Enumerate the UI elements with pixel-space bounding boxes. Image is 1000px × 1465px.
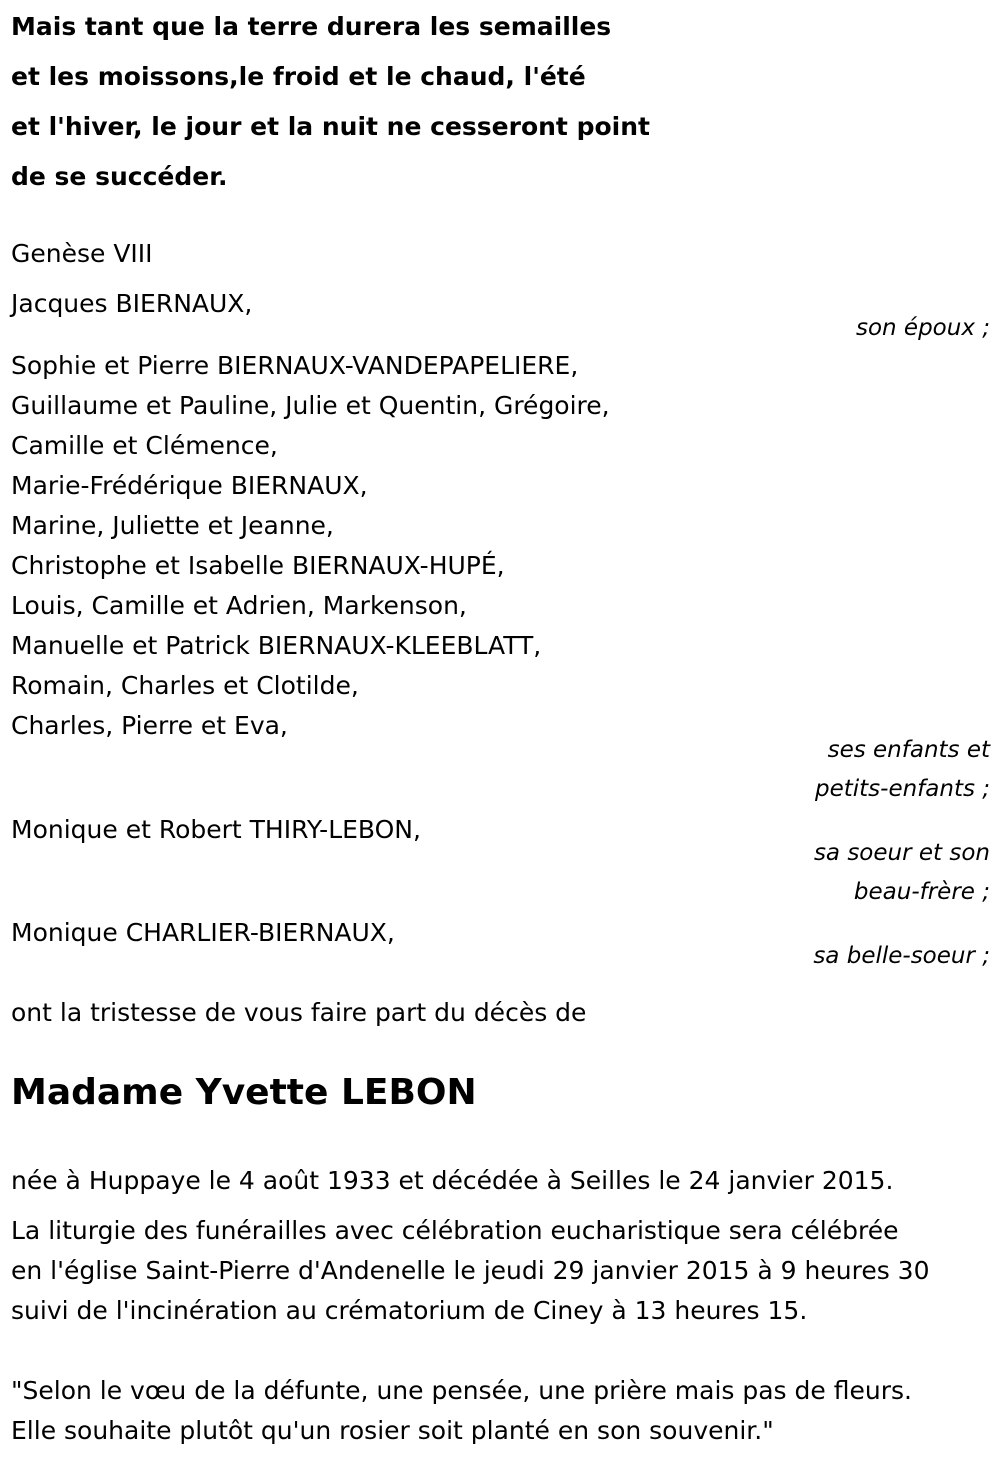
verse-reference: Genèse VIII xyxy=(11,239,153,268)
relation-line: beau-frère ; xyxy=(853,879,990,905)
ceremony-info xyxy=(11,1211,930,1331)
announcement: ont la tristesse de vous faire part du décès de xyxy=(11,998,587,1027)
birth-death-info: née à Huppaye le 4 août 1933 et décédée à Seilles le 24 janvier 2015. xyxy=(11,1166,894,1195)
relation-line: ses enfants et xyxy=(827,737,990,763)
children-relation xyxy=(815,731,990,809)
children-line: Camille et Clémence, xyxy=(11,431,278,460)
spouse-name: Jacques BIERNAUX, xyxy=(11,289,253,318)
family-wish xyxy=(11,1371,912,1451)
verse-line: et l'hiver, le jour et la nuit ne cesseront point xyxy=(11,112,650,141)
wish-line: Elle souhaite plutôt qu'un rosier soit planté en son souvenir." xyxy=(11,1416,774,1445)
children-line: Manuelle et Patrick BIERNAUX-KLEEBLATT, xyxy=(11,631,542,660)
sister-relation xyxy=(814,834,990,912)
sister-in-law-name: Monique CHARLIER-BIERNAUX, xyxy=(11,918,395,947)
children-line: Charles, Pierre et Eva, xyxy=(11,711,288,740)
bible-verse xyxy=(11,2,650,202)
children-list xyxy=(11,346,610,746)
relation-line: sa soeur et son xyxy=(813,840,990,866)
sister-in-law-relation: sa belle-soeur ; xyxy=(813,943,990,969)
verse-line: et les moissons,le froid et le chaud, l'été xyxy=(11,62,586,91)
children-line: Louis, Camille et Adrien, Markenson, xyxy=(11,591,467,620)
children-line: Guillaume et Pauline, Julie et Quentin, Grégoire, xyxy=(11,391,610,420)
children-line: Romain, Charles et Clotilde, xyxy=(11,671,359,700)
verse-line: de se succéder. xyxy=(11,162,228,191)
children-line: Marie-Frédérique BIERNAUX, xyxy=(11,471,368,500)
ceremony-line: suivi de l'incinération au crématorium de Ciney à 13 heures 15. xyxy=(11,1296,808,1325)
ceremony-line: La liturgie des funérailles avec célébration eucharistique sera célébrée xyxy=(11,1216,899,1245)
sister-name: Monique et Robert THIRY-LEBON, xyxy=(11,815,421,844)
relation-line: petits-enfants ; xyxy=(814,776,990,802)
deceased-name: Madame Yvette LEBON xyxy=(11,1072,477,1113)
wish-line: "Selon le vœu de la défunte, une pensée, une prière mais pas de fleurs. xyxy=(11,1376,912,1405)
children-line: Christophe et Isabelle BIERNAUX-HUPÉ, xyxy=(11,551,505,580)
verse-line: Mais tant que la terre durera les semailles xyxy=(11,12,612,41)
ceremony-line: en l'église Saint-Pierre d'Andenelle le jeudi 29 janvier 2015 à 9 heures 30 xyxy=(11,1256,930,1285)
children-line: Sophie et Pierre BIERNAUX-VANDEPAPELIERE, xyxy=(11,351,579,380)
children-line: Marine, Juliette et Jeanne, xyxy=(11,511,334,540)
spouse-relation: son époux ; xyxy=(855,315,990,341)
